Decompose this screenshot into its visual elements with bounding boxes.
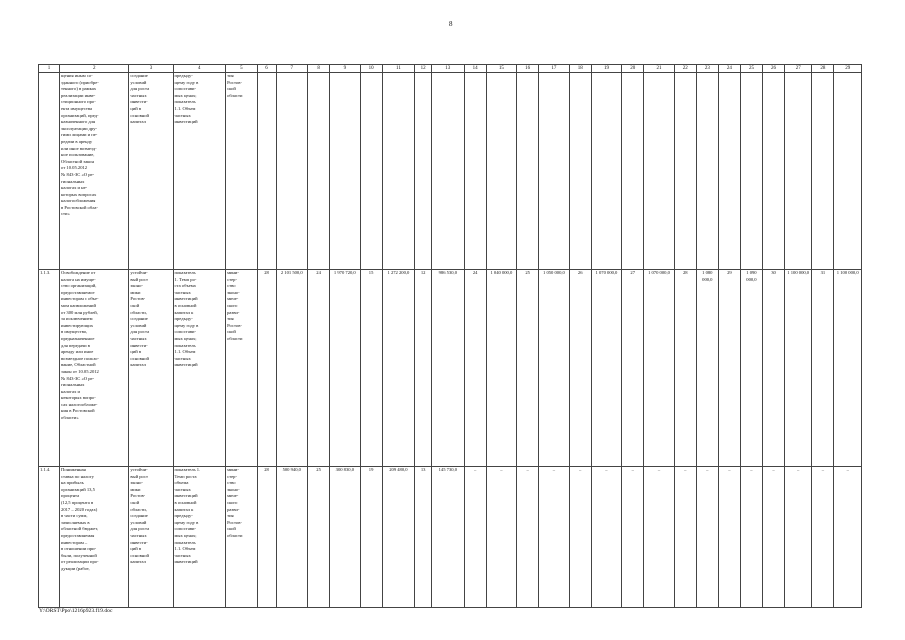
table-cell: 1 070 000,0 [591,270,621,467]
table-cell: – [834,467,862,608]
table-cell [486,73,516,270]
table-cell: 1 050 000,0 [539,270,569,467]
table-cell: предыду- щему году в сопостави- мых ценах; показатель 1.1. Объем частных инвестиций [173,73,226,270]
table-cell: 500 940,0 [276,467,308,608]
table-cell: 300 830,0 [330,467,360,608]
table-cell: 25 [517,270,539,467]
table-cell [812,73,834,270]
table-row [39,270,862,467]
table-cell [674,73,696,270]
table-cell [644,73,674,270]
column-number-13: 13 [432,65,465,73]
table-cell: 30 [762,270,784,467]
table-cell: мини- стер- ство эконо- миче- ского разви- тия Ростов- ской области [226,270,258,467]
column-number-row [39,65,862,73]
column-number-3: 3 [129,65,173,73]
table-cell: – [762,467,784,608]
table-cell: – [785,467,812,608]
table-cell: – [622,467,644,608]
column-number-6: 6 [257,65,276,73]
table-cell: 31 [812,270,834,467]
table-cell: 1 272 200,0 [382,270,415,467]
table-cell: показатель 1. Темп роста объема частных инвестиций в основной капитал к предыду- щему году в сопостави- мых ценах; показатель 1.1. Объем частных инвестиций [173,467,226,608]
table-cell: – [718,467,740,608]
table-cell [464,73,486,270]
table-cell [740,73,762,270]
column-number-14: 14 [464,65,486,73]
table-cell: – [486,467,516,608]
table-cell [762,73,784,270]
table-cell: 2 101 500,0 [276,270,308,467]
column-number-1: 1 [39,65,60,73]
table-cell: 1 090 000,0 [740,270,762,467]
table-cell: – [539,467,569,608]
table-cell: – [464,467,486,608]
table-cell: Пониженная ставка по налогу на прибыль организаций 13,5 процента (12,5 процента в 2017 – 2020 годах) в части сумм, зачисляемых в областной бюджет, предоставляемая инвесторам – в отношении при- были, полученной от реализации про- дукции (работ, [60,467,129,608]
column-number-7: 7 [276,65,308,73]
table-cell: 24 [308,270,330,467]
table-cell: – [812,467,834,608]
table-cell [360,73,382,270]
column-number-16: 16 [517,65,539,73]
table-cell [696,73,718,270]
column-number-23: 23 [696,65,718,73]
column-number-5: 5 [226,65,258,73]
table-cell: 1 080 000,0 [696,270,718,467]
column-number-9: 9 [330,65,360,73]
table-cell [785,73,812,270]
table-cell: 1.1.3. [39,270,60,467]
column-number-18: 18 [569,65,591,73]
table-cell: 13 [415,467,432,608]
table-cell: – [591,467,621,608]
table-cell: 1 100 000,0 [785,270,812,467]
table-cell: 19 [360,467,382,608]
page-number: 8 [449,20,453,28]
program-table [38,64,862,608]
table-cell: – [696,467,718,608]
table-cell: щения иным со- зданного (приобре- тенного) в рамках реализации инве- стиционного про- екта имущества организаций, пред- назначенного для эксплуатации дру- гими лицами и пе- редачи в аренду или иное возмезд- ное пользование, Областной закон от 10.05.2012 № 843-ЗС «О ре- гиональных налогах и не- которых вопросах налогообложения в Ростовской обла- сти» [60,73,129,270]
column-number-26: 26 [762,65,784,73]
column-number-28: 28 [812,65,834,73]
column-number-20: 20 [622,65,644,73]
table-cell: – [517,467,539,608]
table-cell: – [644,467,674,608]
table-cell [308,73,330,270]
table-cell: – [674,467,696,608]
table-cell: 28 [257,270,276,467]
table-cell: 29 [718,270,740,467]
table-row [39,467,862,608]
column-number-12: 12 [415,65,432,73]
column-number-15: 15 [486,65,516,73]
table-cell [415,73,432,270]
column-number-25: 25 [740,65,762,73]
column-number-29: 29 [834,65,862,73]
table-cell: устойчи- вый рост эконо- мики Ростов- ской области, создание условий для роста частных инвести- ций в основной капитал [129,467,173,608]
table-cell [539,73,569,270]
column-number-19: 19 [591,65,621,73]
table-cell [569,73,591,270]
table-cell [718,73,740,270]
column-number-24: 24 [718,65,740,73]
table-cell: 26 [569,270,591,467]
column-number-17: 17 [539,65,569,73]
column-number-8: 8 [308,65,330,73]
table-cell: 15 [360,270,382,467]
table-cell: 1 040 000,0 [486,270,516,467]
column-number-27: 27 [785,65,812,73]
table-cell [382,73,415,270]
table-cell: устойчи- вый рост эконо- мики Ростов- ской области, создание условий для роста частных инвести- ций в основной капитал [129,270,173,467]
table-cell: 986 530,0 [432,270,465,467]
table-cell: 1.1.4. [39,467,60,608]
table-cell [330,73,360,270]
column-number-22: 22 [674,65,696,73]
table-cell: 27 [622,270,644,467]
table-cell: – [569,467,591,608]
table-cell: 28 [674,270,696,467]
table-cell: 25 [308,467,330,608]
table-row [39,73,862,270]
table-cell: 1 970 720,0 [330,270,360,467]
table-cell: 145 730,0 [432,467,465,608]
table-cell: мини- стер- ство эконо- миче- ского разви- тия Ростов- ской области [226,467,258,608]
column-number-4: 4 [173,65,226,73]
table-cell [257,73,276,270]
table-cell: 12 [415,270,432,467]
table-cell: Освобождение от налога на имуще- ство организаций, предоставляемое инвесторам с объе- мом капвложений от 300 млн рублей, за исключением инвестирующих в имущество, предназначенное для передачи в аренду или иное возмездное пользо- вание, Областной закон от 10.05.2012 № 843-ЗС «О ре- гиональных налогах и некоторых вопро- сах налогообложе- ния в Ростовской области» [60,270,129,467]
table-cell: 1 070 000,0 [644,270,674,467]
table-cell: показатель 1. Темп ро- ста объема частных инвестиций в основной капитал к предыду- щему году в сопостави- мых ценах; показатель 1.1. Объем частных инвестиций [173,270,226,467]
table-cell [276,73,308,270]
table-cell: 1 100 000,0 [834,270,862,467]
table-cell [591,73,621,270]
table-cell [517,73,539,270]
table-cell [834,73,862,270]
column-number-21: 21 [644,65,674,73]
table-cell: тия Ростов- ской области [226,73,258,270]
column-number-10: 10 [360,65,382,73]
column-number-11: 11 [382,65,415,73]
table-cell: 28 [257,467,276,608]
file-path-footer: Y:\ORST\Ppo\1216p923.f19.doc [39,608,113,614]
table-cell [432,73,465,270]
table-cell [39,73,60,270]
table-cell: 209 480,0 [382,467,415,608]
table-cell [622,73,644,270]
table-cell: создание условий для роста частных инвести- ций в основной капитал [129,73,173,270]
table-cell: 24 [464,270,486,467]
table-cell: – [740,467,762,608]
column-number-2: 2 [60,65,129,73]
